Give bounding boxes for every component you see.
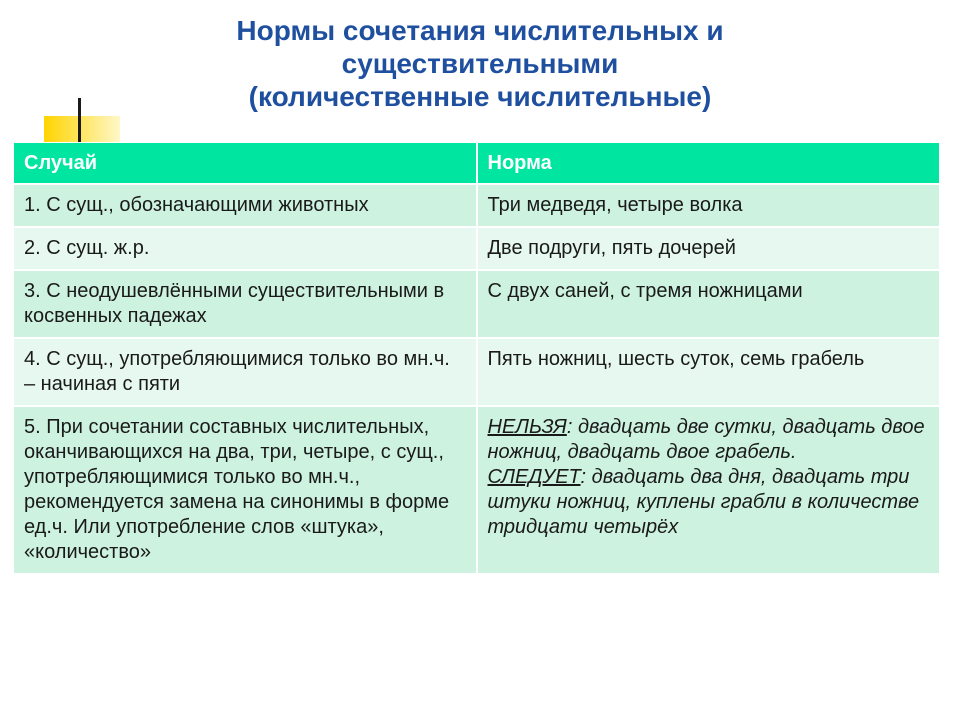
- decorative-vertical-line: [78, 98, 81, 142]
- header-case: Случай: [14, 143, 476, 183]
- title-line-1: Нормы сочетания числительных и: [236, 15, 724, 46]
- title-line-2: существительными: [341, 48, 619, 79]
- table-row: [14, 339, 939, 405]
- norms-table: [12, 141, 941, 575]
- required-label: СЛЕДУЕТ: [487, 466, 581, 488]
- forbidden-label: НЕЛЬЗЯ: [487, 416, 567, 438]
- required-text: : двадцать два дня, двадцать три штуки ножниц, куплены грабли в количестве тридцати четырёх: [487, 466, 920, 538]
- cell-norm: Пять ножниц, шесть суток, семь грабель: [478, 339, 940, 405]
- decorative-accent: [44, 98, 120, 142]
- header-norm: Норма: [478, 143, 940, 183]
- table-row: [14, 228, 939, 269]
- forbidden-text: : двадцать две сутки, двадцать двое ножниц, двадцать двое грабель.: [487, 416, 925, 463]
- cell-norm: С двух саней, с тремя ножницами: [478, 271, 940, 337]
- title-line-3: (количественные числительные): [248, 81, 712, 112]
- cell-case: 3. С неодушевлёнными существительными в косвенных падежах: [14, 271, 476, 337]
- cell-case: 5. При сочетании составных числительных, оканчивающихся на два, три, четыре, с сущ., употребляющимися только во мн.ч., рекомендуется замена на синонимы в форме ед.ч. Или употребление слов «штука», «количество»: [14, 407, 476, 573]
- cell-case: 4. С сущ., употребляющимися только во мн.ч. – начиная с пяти: [14, 339, 476, 405]
- table-row: [14, 271, 939, 337]
- table-row: [14, 407, 939, 573]
- decorative-yellow-block: [44, 116, 120, 142]
- cell-norm: Три медведя, четыре волка: [478, 185, 940, 226]
- cell-case: 2. С сущ. ж.р.: [14, 228, 476, 269]
- cell-norm: Две подруги, пять дочерей: [478, 228, 940, 269]
- cell-norm: [478, 407, 940, 573]
- table-row: [14, 185, 939, 226]
- cell-case: 1. С сущ., обозначающими животных: [14, 185, 476, 226]
- table-header-row: [14, 143, 939, 183]
- page-title: [0, 14, 960, 113]
